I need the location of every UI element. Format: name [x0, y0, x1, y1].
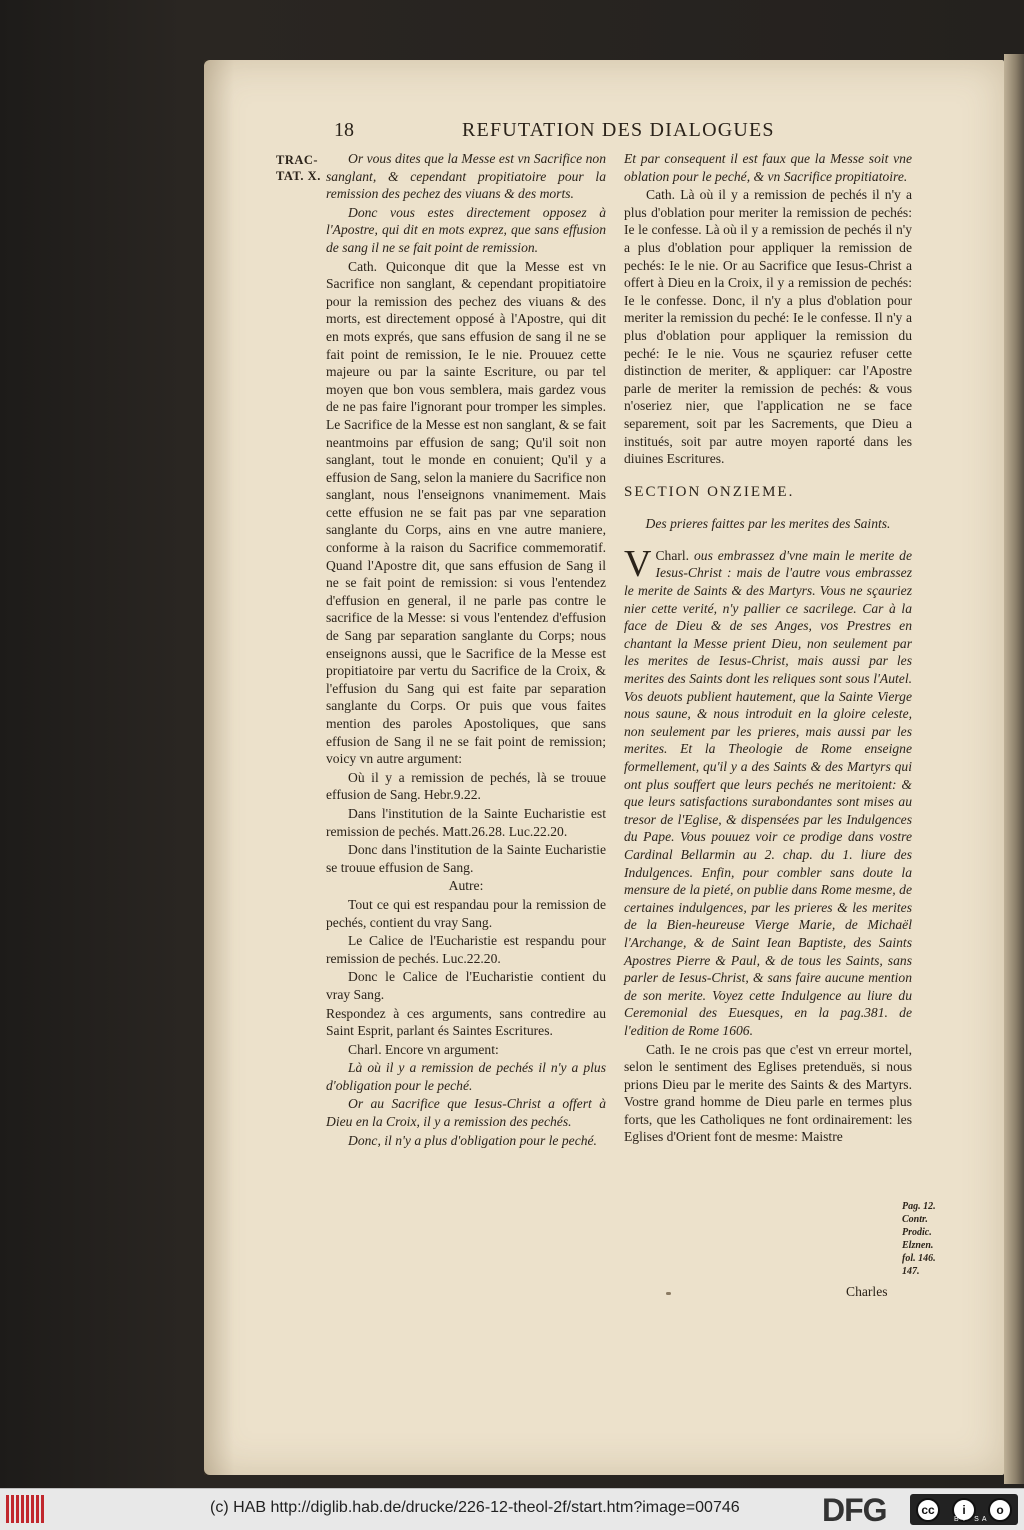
text-paragraph: Autre:: [448, 878, 484, 894]
drop-cap: V: [624, 542, 652, 585]
margin-ref-line: Prodic.: [902, 1227, 932, 1238]
dfg-logo: DFG: [822, 1492, 887, 1528]
margin-label-line: TAT. X.: [276, 169, 321, 183]
catchword: Charles: [846, 1284, 888, 1299]
copyright-link[interactable]: (c) HAB http://diglib.hab.de/drucke/226-12-theol-2f/start.htm?image=00746: [210, 1499, 740, 1516]
margin-label-line: TRAC-: [276, 153, 319, 167]
running-title: REFUTATION DES DIALOGUES: [462, 119, 775, 141]
text-paragraph: Cath. Quiconque dit que la Messe est vn Sacrifice non sanglant, & cependant propitiatoire pour la remission des pechez des viuans & des morts, est directement opposé à l'Apostre, qui dit en mots exprés, que sans effusion de sang il ne se fait point de remission, Ie le nie. Prouuez cette majeure ou par la sainte Escriture, ou par tel moyen que bon vous semblera, mais gardez vous de ne pas faire l'ignorant pour tromper les simples. Le Sacrifice de la Messe est non sanglant, & se fait neantmoins par effusion de sang; Qu'il soit non sanglant, tout le monde en conuient; Qu'il y a effusion de Sang, selon la maniere du Sacrifice non sanglant, nous l'enseignons vnanimement. Mais cette effusion ne se fait pas par vne separation sanglante du Corps, ains en vne autre maniere, conforme à la raison du Sacrifice commemoratif. Quand l'Apostre dit, que sans effusion de Sang il ne se fait point de remission: si vous l'entendez d'effusion en general, il ne parle pas contre le sacrifice de la Messe: si vous l'entendez d'effusion de Sang par separation sanglante du Corps; nous enseignons aussi, que le Sacrifice de la Messe est propitiatoire par vertu du Sacrifice de la Croix, & l'effusion du Sang qui est faite par separation sanglante du Corps. Or puis que vous faites mention des paroles Apostoliques, que sans effusion de Sang il ne se fait point de remission; voicy vn autre argument:: [326, 258, 606, 767]
share-alike-icon: o: [988, 1498, 1012, 1522]
tract-margin-label: [276, 152, 321, 184]
text-paragraph: Dans l'institution de la Sainte Eucharistie est remission de pechés. Matt.26.28. Luc.22.20.: [326, 805, 606, 839]
page-number: 18: [334, 119, 354, 141]
right-body: [624, 542, 912, 1146]
text-paragraph: Or au Sacrifice que Iesus-Christ a offert à Dieu en la Croix, il y a remission des pechés.: [326, 1096, 606, 1130]
text-paragraph: Le Calice de l'Eucharistie est respandu pour remission de pechés. Luc.22.20.: [326, 933, 606, 966]
text-paragraph: Charl. Encore vn argument:: [348, 1041, 499, 1057]
margin-references: [902, 1200, 936, 1278]
text-paragraph: [624, 542, 912, 1040]
right-intro: [624, 150, 912, 468]
text-paragraph: Cath. Ie ne crois pas que c'est vn erreur mortel, selon le sentiment des Eglises pretenduës, si nous prions Dieu par le merite des Saints & des Martyrs. Vostre grand homme de Dieu parle en termes plus forts, que les Catholiques ne font ordinairement: les Eglises d'Orient font de mesme: Maistre: [624, 1041, 912, 1145]
text-paragraph: Or vous dites que la Messe est vn Sacrifice non sanglant, & cependant propitiatoire pour la remission des pechez des viuans & des morts.: [326, 151, 606, 202]
text-paragraph: Là où il y a remission de pechés il n'y a plus d'obligation pour le peché.: [326, 1060, 606, 1093]
gutter-shadow: [204, 60, 234, 1475]
page-edge: [1004, 54, 1024, 1484]
text-paragraph: Donc, il n'y a plus d'obligation pour le peché.: [348, 1132, 597, 1148]
by-attribution-icon: i: [952, 1498, 976, 1522]
text-paragraph: Respondez à ces arguments, sans contredire au Saint Esprit, parlant és Saintes Escritures.: [326, 1005, 606, 1039]
cc-license-labels: BY SA: [954, 1516, 990, 1523]
margin-ref-line: Pag. 12.: [902, 1201, 936, 1212]
margin-ref-line: Contr.: [902, 1214, 928, 1225]
hab-logo-icon: [6, 1495, 46, 1523]
margin-ref-line: 147.: [902, 1266, 920, 1277]
section-subtitle: Des prieres faittes par les merites des Saints.: [645, 516, 891, 532]
paragraph-text: ous embrassez d'vne main le merite de Iesus-Christ : mais de l'autre vous embrassez le merite de Saints & des Martyrs. Vous ne sçauriez nier cette verité, n'y pallier ce sacrilege. Car à la face de Dieu & de ses Anges, vos Prestres en chantant la Messe prient Dieu, non seulement par les merites de Iesus-Christ, mais aussi par les merites des Saints dont les reliques sont sous l'Autel. Vos deuots publient hautement, que la Sainte Vierge nous saune, & nous introduit en la gloire celeste, non seulement par les prieres, mais aussi par les merites. Et la Theologie de Rome enseigne formellement, qu'il y a des Saints & des Martyrs qui ont plus souffert que leurs pechés ne meritoient: & que leurs satisfactions surabondantes sont mises au tresor de l'Eglise, & dispensées par les Indulgences du Pape. Vous pouuez voir ce prodige dans vostre Cardinal Bellarmin au 2. chap. du 1. liure des Indulgences. Enfin, pour combler sans doute la mensure de la pieté, on publie dans Rome mesme, de certaines indulgences, par les prieres & les merites de la Bien-heureuse Vierge Marie, de Michaël l'Archange, & de Saint Iean Baptiste, des Saints Apostres Pierre & Paul, & de tous les Saints, sans parler de Iesus-Christ, & sans faire aucune mention de son merite. Voyez cette Indulgence au liure du Ceremonial des Euesques, en la pag.381. de l'edition de Rome 1606.: [624, 547, 912, 1038]
left-column: [326, 150, 606, 1150]
text-paragraph: Où il y a remission de pechés, là se trouue effusion de Sang. Hebr.9.22.: [326, 769, 606, 803]
text-paragraph: Donc dans l'institution de la Sainte Eucharistie se trouue effusion de Sang.: [326, 842, 606, 875]
text-paragraph: Cath. Là où il y a remission de pechés il n'y a plus d'oblation pour meriter la remission de pechés: Ie le confesse. Là où il y a remission de pechés il n'y a plus d'oblation pour appliquer la remission de pechés: Ie le nie. Or au Sacrifice que Iesus-Christ a offert à Dieu en la Croix, il y a remission de pechés: Ie le confesse. Donc, il n'y a plus d'oblation pour meriter la remission du peché: Ie le confesse. Il n'y a plus d'oblation pour appliquer la remission du peché: Ie le nie. Vous ne sçauriez refuser cette distinction de meriter, & appliquer: car l'Apostre parle de meriter la remission de pechés: & vous n'oseriez nier, que l'application ne se face separement, soit par les Sacrements, que Dieu a institués, soit par autre moyen raporté dans les diuines Escritures.: [624, 187, 912, 467]
text-paragraph: Donc le Calice de l'Eucharistie contient du vray Sang.: [326, 969, 606, 1002]
text-paragraph: Donc vous estes directement opposez à l'Apostre, qui dit en mots exprez, que sans effusion de sang il ne se fait point de remission.: [326, 204, 606, 255]
speaker-label: Charl.: [655, 547, 690, 563]
section-title: SECTION ONZIEME.: [624, 483, 795, 500]
margin-ref-line: fol. 146.: [902, 1253, 936, 1264]
cc-icon: cc: [916, 1498, 940, 1522]
text-paragraph: Et par consequent il est faux que la Messe soit vne oblation pour le peché, & vn Sacrifice propitiatoire.: [624, 151, 912, 184]
footer-bar: [0, 1488, 1024, 1530]
ink-spot: [666, 1292, 671, 1295]
margin-ref-line: Elznen.: [902, 1240, 934, 1251]
right-column: [624, 150, 912, 1147]
text-paragraph: Tout ce qui est respandau pour la remission de pechés, contient du vray Sang.: [326, 896, 606, 930]
